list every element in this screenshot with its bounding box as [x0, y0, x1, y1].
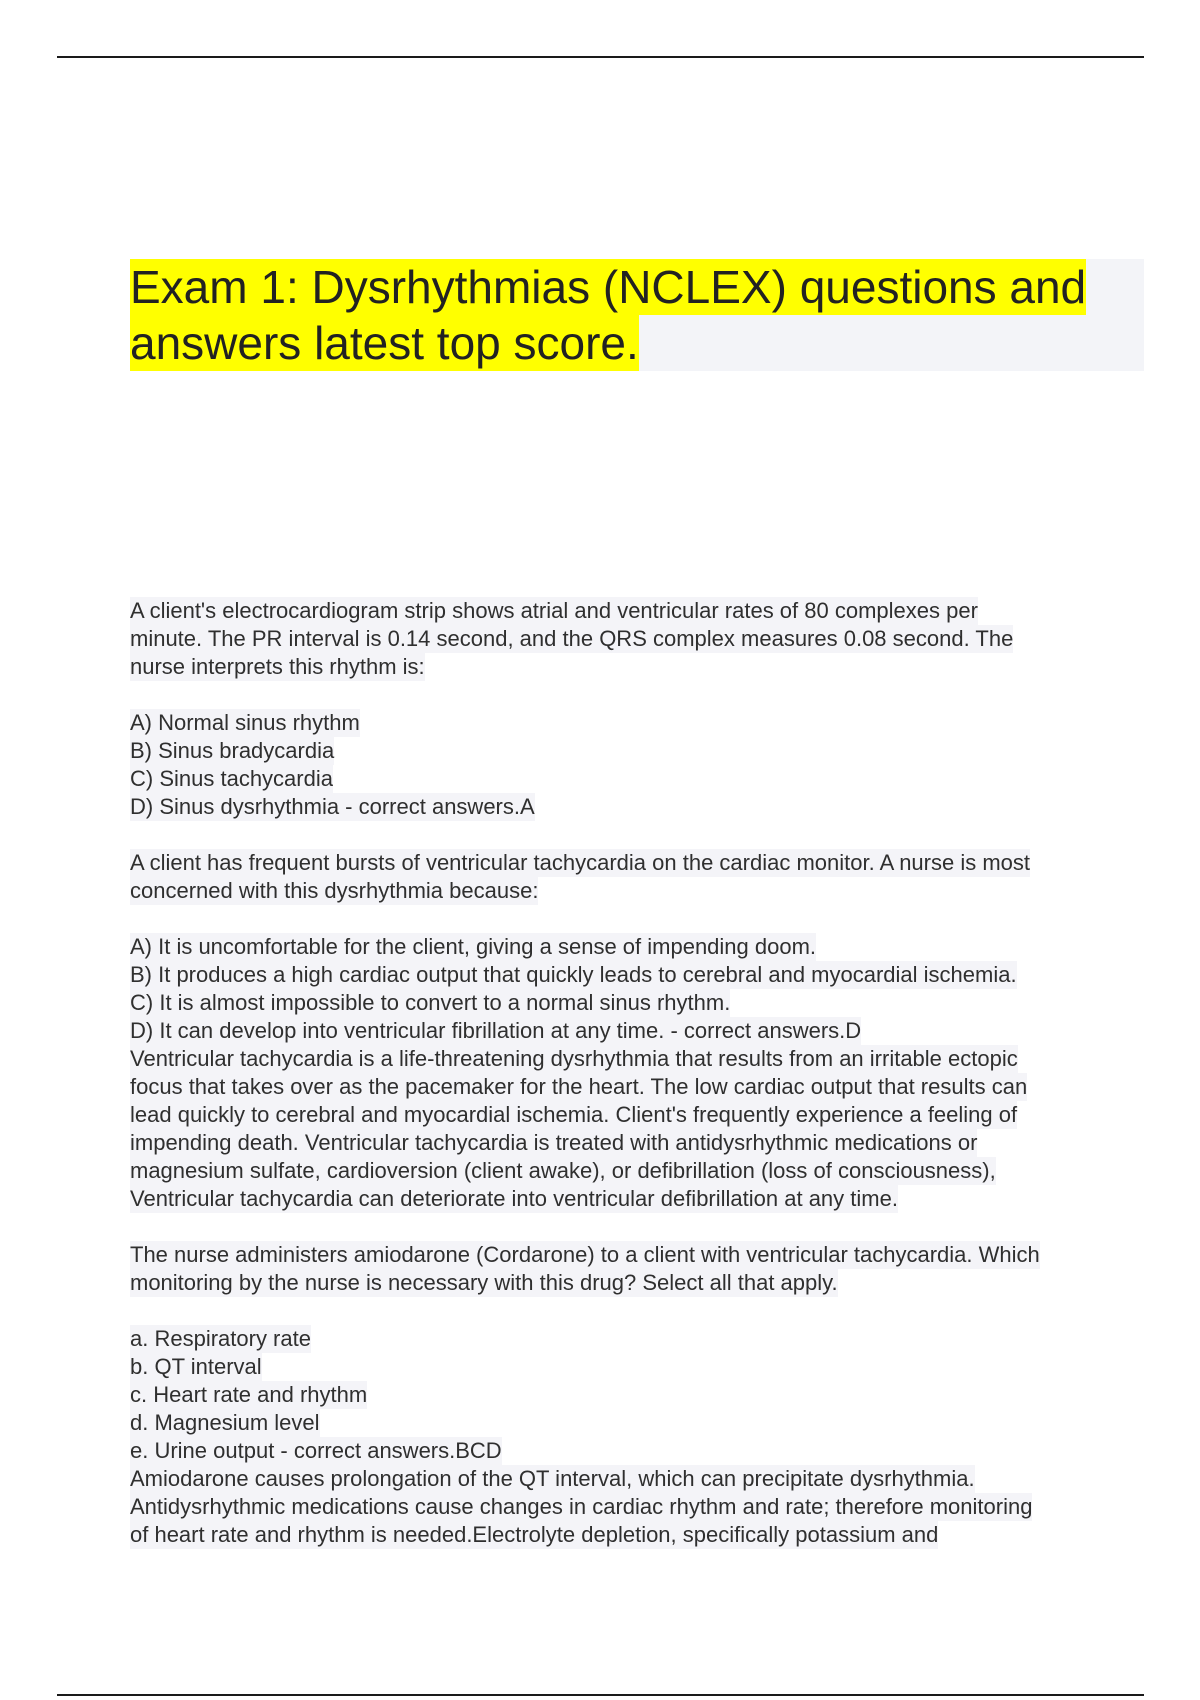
text-line: monitoring by the nurse is necessary with this drug? Select all that apply.	[130, 1270, 838, 1295]
option-line: a. Respiratory rate	[130, 1326, 311, 1351]
question-2-stem	[130, 849, 1030, 905]
option-line: d. Magnesium level	[130, 1410, 320, 1435]
top-rule	[57, 56, 1144, 58]
text-line: Amiodarone causes prolongation of the QT interval, which can precipitate dysrhythmia.	[130, 1466, 975, 1491]
text-line: nurse interprets this rhythm is:	[130, 654, 425, 679]
question-1-stem	[130, 597, 1013, 681]
text-line: Ventricular tachycardia is a life-threatening dysrhythmia that results from an irritable ectopic	[130, 1046, 1018, 1071]
option-line: C) It is almost impossible to convert to a normal sinus rhythm.	[130, 990, 731, 1015]
title-line-2: answers latest top score.	[130, 317, 639, 369]
text-line: A client's electrocardiogram strip shows atrial and ventricular rates of 80 complexes per	[130, 598, 978, 623]
title-line-1: Exam 1: Dysrhythmias (NCLEX) questions and	[130, 261, 1087, 313]
text-line: A client has frequent bursts of ventricular tachycardia on the cardiac monitor. A nurse is most	[130, 850, 1031, 875]
option-line: B) Sinus bradycardia	[130, 738, 335, 763]
text-line: impending death. Ventricular tachycardia is treated with antidysrhythmic medications or	[130, 1130, 978, 1155]
question-2-rationale	[130, 1045, 1027, 1213]
bottom-rule	[57, 1694, 1144, 1696]
text-line: Antidysrhythmic medications cause changes in cardiac rhythm and rate; therefore monitoring	[130, 1494, 1033, 1519]
question-3-rationale	[130, 1465, 1032, 1549]
text-line: lead quickly to cerebral and myocardial ischemia. Client's frequently experience a feeling of	[130, 1102, 1018, 1127]
option-line: D) Sinus dysrhythmia - correct answers.A	[130, 794, 535, 819]
text-line: of heart rate and rhythm is needed.Electrolyte depletion, specifically potassium and	[130, 1522, 939, 1547]
option-line: e. Urine output - correct answers.BCD	[130, 1438, 502, 1463]
option-line: b. QT interval	[130, 1354, 262, 1379]
document-body	[130, 597, 1150, 1549]
text-line: minute. The PR interval is 0.14 second, and the QRS complex measures 0.08 second. The	[130, 626, 1014, 651]
question-3-stem	[130, 1241, 1040, 1297]
option-line: D) It can develop into ventricular fibrillation at any time. - correct answers.D	[130, 1018, 862, 1043]
text-line: Ventricular tachycardia can deteriorate into ventricular defibrillation at any time.	[130, 1186, 898, 1211]
option-line: C) Sinus tachycardia	[130, 766, 333, 791]
option-line: c. Heart rate and rhythm	[130, 1382, 368, 1407]
text-line: The nurse administers amiodarone (Cordarone) to a client with ventricular tachycardia. Which	[130, 1242, 1040, 1267]
question-2-options	[130, 933, 1017, 1045]
option-line: A) Normal sinus rhythm	[130, 710, 360, 735]
option-line: B) It produces a high cardiac output that quickly leads to cerebral and myocardial ischemia.	[130, 962, 1017, 987]
text-line: concerned with this dysrhythmia because:	[130, 878, 539, 903]
text-line: focus that takes over as the pacemaker for the heart. The low cardiac output that results can	[130, 1074, 1028, 1099]
option-line: A) It is uncomfortable for the client, giving a sense of impending doom.	[130, 934, 817, 959]
document-title	[130, 259, 1144, 371]
question-1-options	[130, 709, 535, 821]
question-3-options	[130, 1325, 502, 1465]
text-line: magnesium sulfate, cardioversion (client awake), or defibrillation (loss of consciousness),	[130, 1158, 996, 1183]
